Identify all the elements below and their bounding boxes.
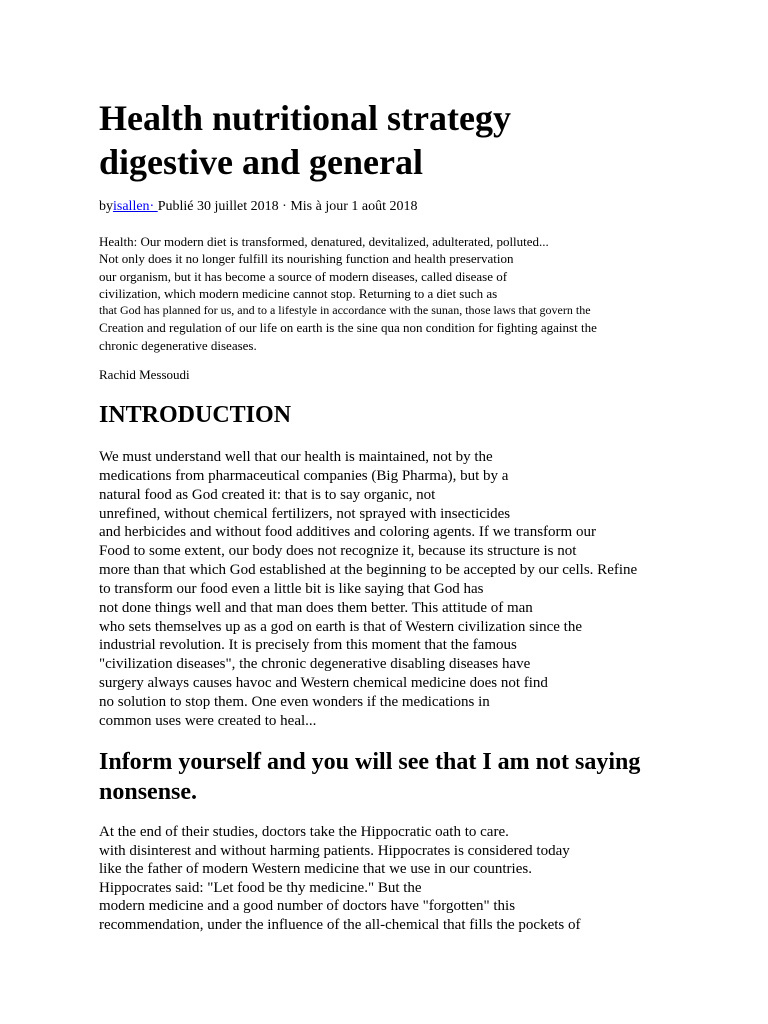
introduction-paragraph xyxy=(99,448,637,731)
paragraph-line: more than that which God established at the beginning to be accepted by our cells. Refine xyxy=(99,562,638,579)
section-heading-line: nonsense. xyxy=(99,779,198,805)
article-title xyxy=(99,96,511,184)
intro-line: Health: Our modern diet is transformed, denatured, devitalized, adulterated, polluted... xyxy=(99,234,549,249)
paragraph-line: Hippocrates said: "Let food be thy medicine." But the xyxy=(99,879,422,896)
paragraph-line: We must understand well that our health is maintained, not by the xyxy=(99,449,493,465)
intro-line: chronic degenerative diseases. xyxy=(99,337,257,353)
paragraph-line: Food to some extent, our body does not recognize it, because its structure is not xyxy=(99,543,577,560)
paragraph-line: recommendation, under the influence of the all-chemical that fills the pockets of xyxy=(99,916,581,933)
byline-prefix: by xyxy=(99,199,113,214)
intro-line: Creation and regulation of our life on earth is the sine qua non condition for fighting against the xyxy=(99,320,597,336)
paragraph-line: industrial revolution. It is precisely from this moment that the famous xyxy=(99,637,517,654)
paragraph-line: not done things well and that man does them better. This attitude of man xyxy=(99,599,533,616)
section-heading-inform-yourself xyxy=(99,747,640,807)
paragraph-line: common uses were created to heal... xyxy=(99,712,317,729)
paragraph-line: medications from pharmaceutical companies (Big Pharma), but by a xyxy=(99,467,509,484)
intro-line: civilization, which modern medicine cannot stop. Returning to a diet such as xyxy=(99,285,498,301)
published-date: Publié 30 juillet 2018 xyxy=(157,199,279,214)
byline xyxy=(99,198,418,216)
byline-separator: · xyxy=(278,199,291,214)
intro-line: that God has planned for us, and to a lifestyle in accordance with the sunan, those laws that govern the xyxy=(99,303,591,318)
paragraph-line: like the father of modern Western medicine that we use in our countries. xyxy=(99,861,532,878)
intro-line: Not only does it no longer fulfill its nourishing function and health preservation xyxy=(99,251,514,267)
author-signature: Rachid Messoudi xyxy=(99,367,190,382)
paragraph-line: "civilization diseases", the chronic degenerative disabling diseases have xyxy=(99,656,531,673)
paragraph-line: modern medicine and a good number of doctors have "forgotten" this xyxy=(99,898,516,915)
paragraph-line: unrefined, without chemical fertilizers, not sprayed with insecticides xyxy=(99,505,511,522)
paragraph-line: and herbicides and without food additives and coloring agents. If we transform our xyxy=(99,524,596,541)
paragraph-line: with disinterest and without harming patients. Hippocrates is considered today xyxy=(99,842,570,859)
hippocrates-paragraph xyxy=(99,823,581,935)
section-heading-introduction: INTRODUCTION xyxy=(99,402,292,428)
paragraph-line: surgery always causes havoc and Western chemical medicine does not find xyxy=(99,675,548,692)
updated-date: Mis à jour 1 août 2018 xyxy=(290,199,418,214)
intro-paragraph xyxy=(99,233,597,354)
article-title-line: digestive and general xyxy=(99,142,423,182)
paragraph-line: to transform our food even a little bit is like saying that God has xyxy=(99,580,484,597)
paragraph-line: no solution to stop them. One even wonders if the medications in xyxy=(99,693,490,710)
paragraph-line: who sets themselves up as a god on earth is that of Western civilization since the xyxy=(99,618,582,635)
paragraph-line: At the end of their studies, doctors take the Hippocratic oath to care. xyxy=(99,824,509,840)
article-title-line: Health nutritional strategy xyxy=(99,98,511,138)
intro-line: our organism, but it has become a source of modern diseases, called disease of xyxy=(99,268,508,284)
section-heading-line: Inform yourself and you will see that I am not saying xyxy=(99,749,641,775)
paragraph-line: natural food as God created it: that is to say organic, not xyxy=(99,486,436,503)
author-link[interactable]: isallen· xyxy=(113,199,158,214)
